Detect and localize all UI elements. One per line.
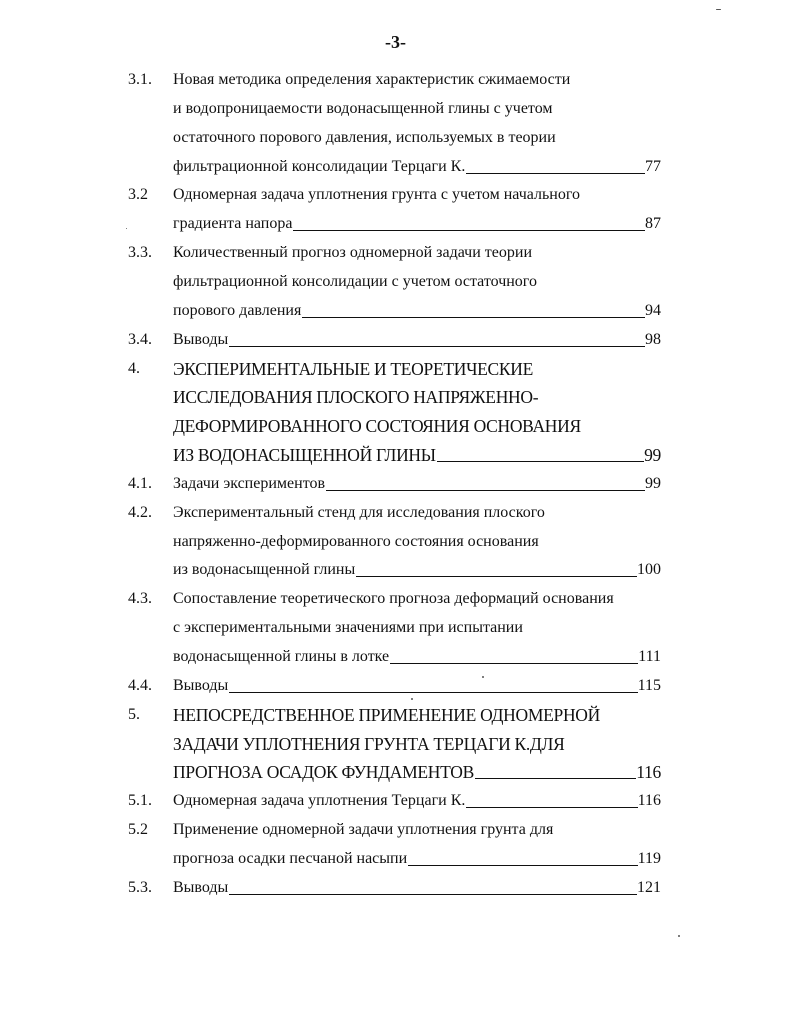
toc-entry-number: 5. <box>128 705 140 723</box>
toc-entry-title-line: фильтрационной консолидации Терцаги К. <box>173 157 466 175</box>
toc-entry-title-line: Экспериментальный стенд для исследования плоского <box>173 503 545 521</box>
scan-speck <box>126 228 127 229</box>
toc-entry-page: 111 <box>638 648 661 665</box>
toc-entry-title-line: Задачи экспериментов <box>173 474 326 492</box>
toc-entry-number: 4. <box>128 359 140 377</box>
toc-entry-title-line: Выводы <box>173 878 229 896</box>
toc-entry-last-line <box>173 330 661 350</box>
toc-entry-page: 121 <box>637 878 661 896</box>
toc-entry-number: 3.2 <box>128 186 148 204</box>
toc-entry-last-line <box>173 791 661 811</box>
toc-entry-last-line <box>173 647 661 667</box>
toc-entry-number: 3.4. <box>128 330 152 348</box>
toc-entry-last-line <box>173 301 661 321</box>
toc-entry-number: 5.1. <box>128 792 152 810</box>
toc-entry-page: 87 <box>645 215 661 233</box>
toc-entry-title-line: порового давления <box>173 301 302 319</box>
dot-leader <box>302 317 645 318</box>
toc-entry-title-line: Применение одномерной задачи уплотнения грунта для <box>173 821 554 839</box>
toc-entry-number: 5.2 <box>128 821 148 839</box>
toc-entry-page: 77 <box>645 157 661 175</box>
toc-entry-title-line: НЕПОСРЕДСТВЕННОЕ ПРИМЕНЕНИЕ ОДНОМЕРНОЙ <box>173 704 600 725</box>
toc-entry-last-line <box>173 445 661 465</box>
toc-entry-title-line: Выводы <box>173 676 229 694</box>
toc-entry-title-line: ПРОГНОЗА ОСАДОК ФУНДАМЕНТОВ <box>173 762 474 783</box>
toc-entry-last-line <box>173 560 661 580</box>
toc-entry-number: 3.1. <box>128 71 152 88</box>
dot-leader <box>229 894 637 895</box>
toc-entry-title-line: с экспериментальными значениями при испытании <box>173 619 523 637</box>
dot-leader <box>437 461 644 462</box>
toc-entry-number: 4.3. <box>128 590 152 608</box>
toc-entry-title-line: Одномерная задача уплотнения Терцаги К. <box>173 792 466 810</box>
toc-entry-title-line: Новая методика определения характеристик сжимаемости <box>173 71 571 88</box>
toc-entry-title-line: фильтрационной консолидации с учетом остаточного <box>173 272 537 290</box>
toc-entry-title-line: и водопроницаемости водонасыщенной глины с учетом <box>173 99 553 117</box>
toc-entry-number: 4.2. <box>128 503 152 521</box>
dot-leader <box>475 778 636 779</box>
dot-leader <box>466 807 637 808</box>
toc-entry-title-line: ИЗ ВОДОНАСЫЩЕННОЙ ГЛИНЫ <box>173 445 436 466</box>
toc-entry-page: 119 <box>637 849 661 867</box>
toc-entry-title-line: градиента напора <box>173 215 293 233</box>
toc-entry-title-line: водонасыщенной глины в лотке <box>173 648 390 665</box>
toc-entry-number: 4.4. <box>128 676 152 694</box>
toc-entry-page: 115 <box>637 676 661 694</box>
toc-entry-page: 94 <box>645 301 661 319</box>
toc-entry-page: 99 <box>645 474 661 492</box>
toc-entry-title-line: напряженно-деформированного состояния основания <box>173 532 539 550</box>
dot-leader <box>390 663 638 664</box>
toc-entry-title-line: остаточного порового давления, используемых в теории <box>173 128 556 146</box>
scan-speck <box>678 935 680 937</box>
toc-entry-number: 4.1. <box>128 474 152 492</box>
toc-entry-title-line: Выводы <box>173 330 229 348</box>
dot-leader <box>229 692 637 693</box>
toc-entry-page: 99 <box>644 445 661 466</box>
toc-entry-page: 116 <box>636 762 661 783</box>
scan-speck <box>716 9 721 10</box>
toc-entry-title-line: Одномерная задача уплотнения грунта с учетом начального <box>173 186 581 204</box>
dot-leader <box>326 490 645 491</box>
toc-entry-page: 116 <box>637 792 661 810</box>
toc-entry-last-line <box>173 474 661 494</box>
toc-entry-title-line: прогноза осадки песчаной насыпи <box>173 849 408 867</box>
dot-leader <box>229 346 645 347</box>
toc-entry-number: 5.3. <box>128 878 152 896</box>
toc-entry-title-line: Количественный прогноз одномерной задачи теории <box>173 244 532 262</box>
toc-entry-title-line: из водонасыщенной глины <box>173 561 356 579</box>
toc-entry-title-line: ИССЛЕДОВАНИЯ ПЛОСКОГО НАПРЯЖЕННО- <box>173 387 539 408</box>
toc-entry-last-line <box>173 878 661 898</box>
toc-entry-page: 100 <box>637 561 661 579</box>
dot-leader <box>466 173 645 174</box>
toc-entry-last-line <box>173 676 661 696</box>
toc-entry-title-line: ЭКСПЕРИМЕНТАЛЬНЫЕ И ТЕОРЕТИЧЕСКИЕ <box>173 358 534 379</box>
toc-entry-title-line: Сопоставление теоретического прогноза деформаций основания <box>173 590 614 608</box>
toc-entry-title-line: ДЕФОРМИРОВАННОГО СОСТОЯНИЯ ОСНОВАНИЯ <box>173 416 581 437</box>
toc-entry-page: 98 <box>645 330 661 348</box>
toc-entry-last-line <box>173 849 661 869</box>
toc-entry-last-line <box>173 157 661 177</box>
toc-entry-title-line: ЗАДАЧИ УПЛОТНЕНИЯ ГРУНТА ТЕРЦАГИ К.ДЛЯ <box>173 733 565 754</box>
toc-entry-last-line <box>173 762 661 782</box>
toc-entry-number: 3.3. <box>128 244 152 262</box>
scan-speck <box>411 698 413 700</box>
scan-speck <box>482 676 484 678</box>
dot-leader <box>293 230 645 231</box>
dot-leader <box>408 865 637 866</box>
dot-leader <box>356 576 637 577</box>
toc-entry-last-line <box>173 214 661 234</box>
page-number: -3- <box>385 32 406 52</box>
